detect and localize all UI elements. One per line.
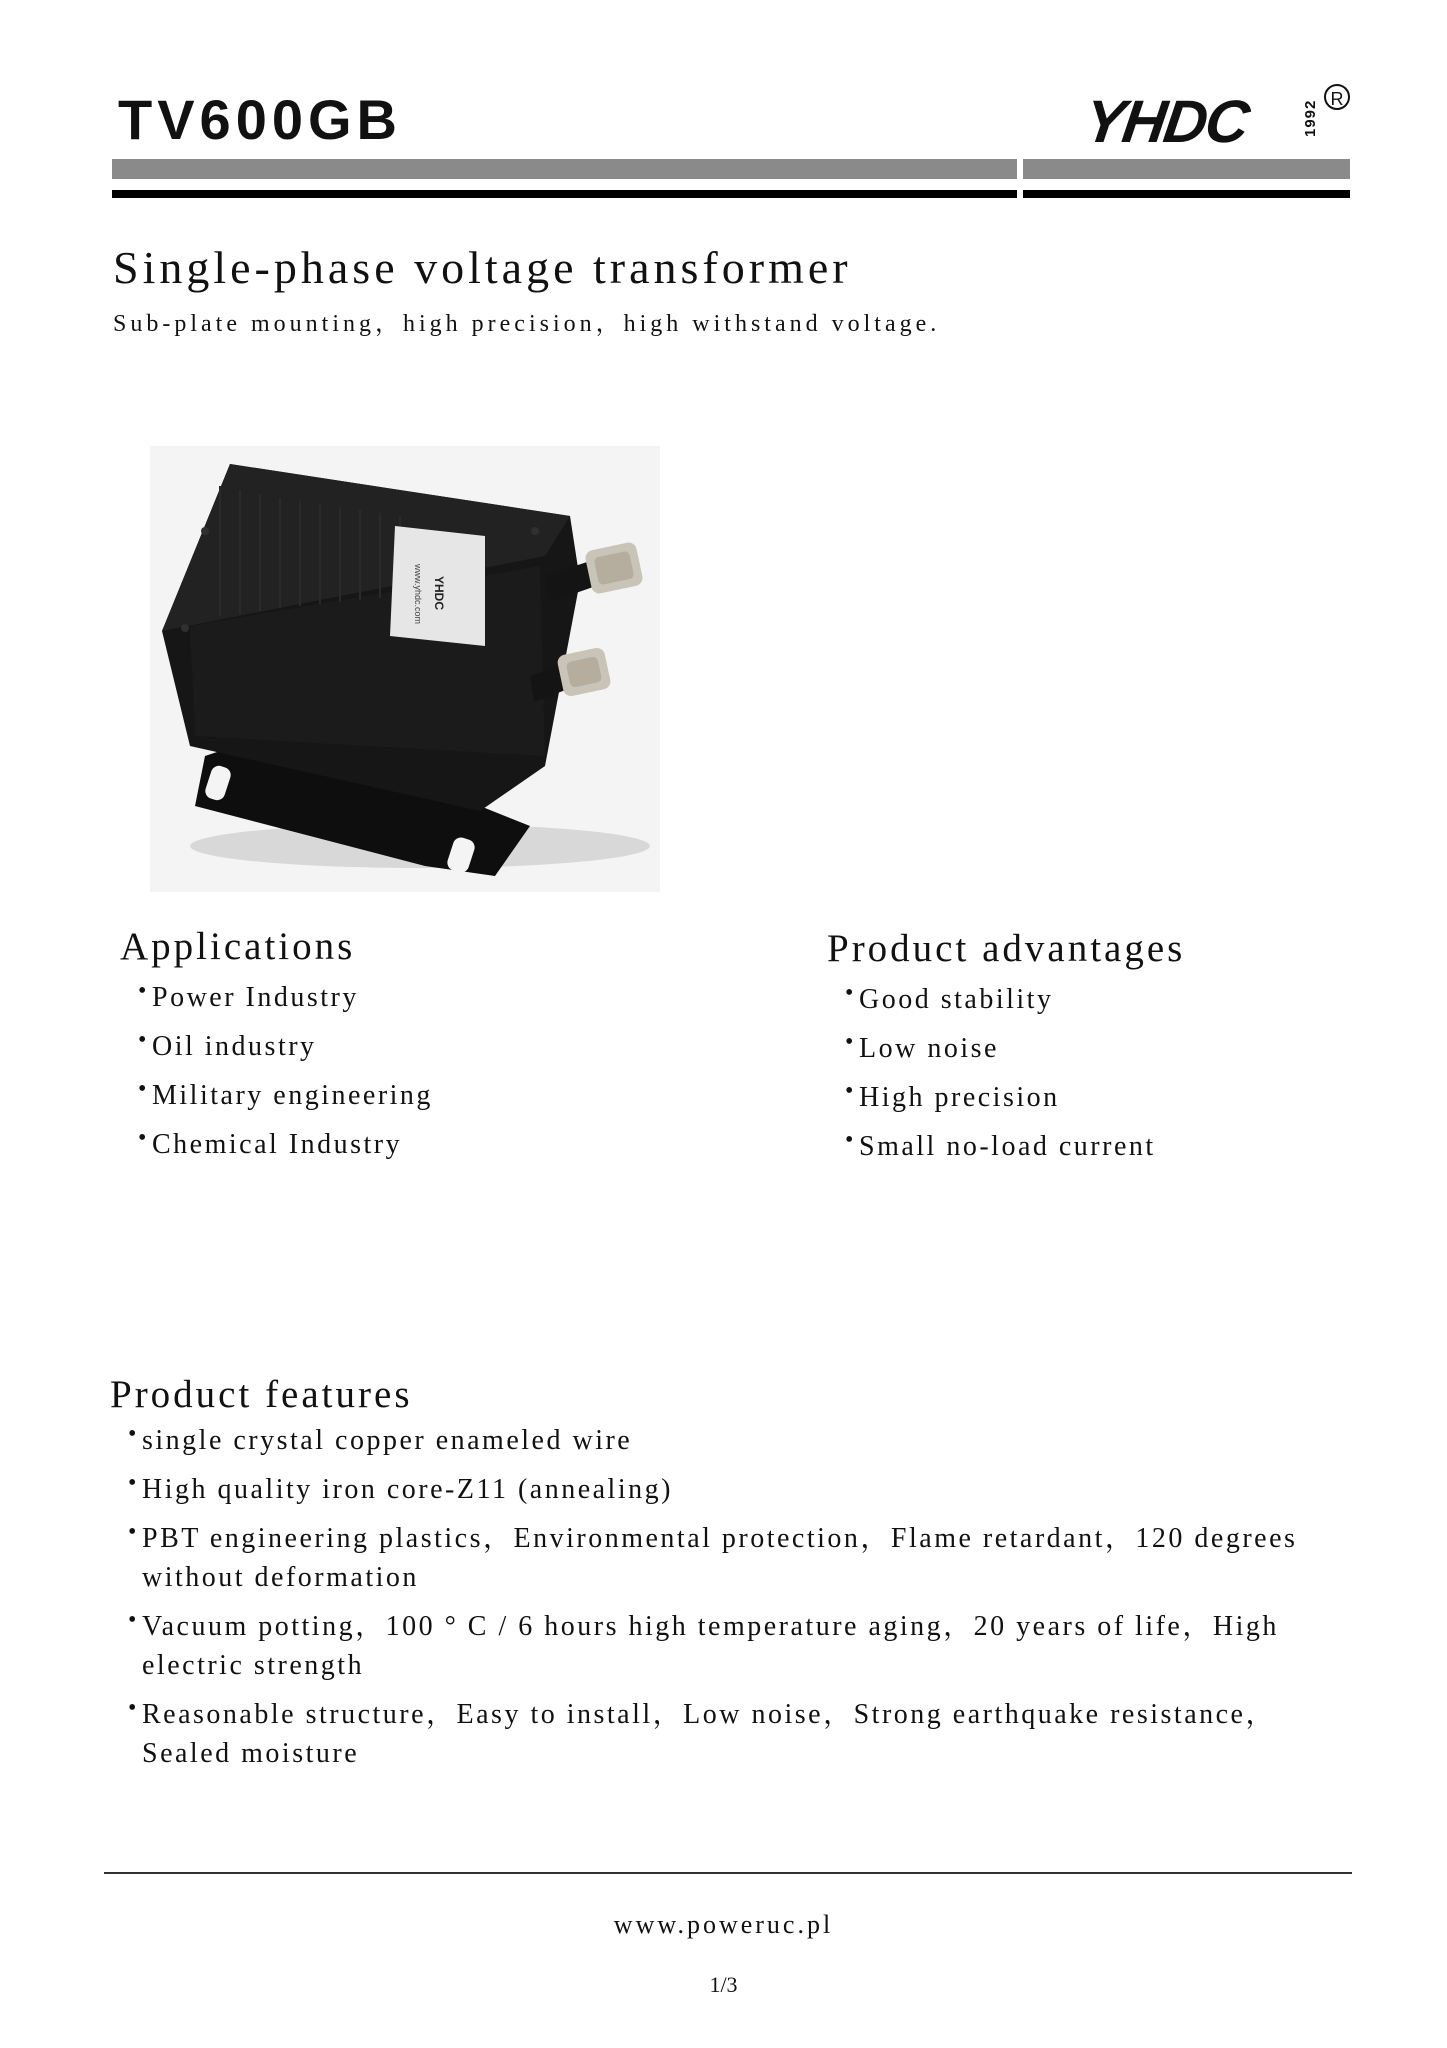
list-item: • Small no-load current: [845, 1122, 1185, 1171]
header-bar-gray-left: [112, 159, 1017, 179]
list-item: • PBT engineering plastics，Environmental protection，Flame retardant，120 degrees without deformation: [128, 1519, 1350, 1597]
header-bar-black-right: [1023, 190, 1350, 198]
page-title: Single-phase voltage transformer: [113, 242, 852, 293]
list-item: • High precision: [845, 1073, 1185, 1122]
product-photo: [150, 446, 660, 892]
photo-label-url: www.yhdc.com: [413, 564, 423, 625]
list-item: • Military engineering: [138, 1071, 433, 1120]
list-item: • Vacuum potting，100 ° C / 6 hours high temperature aging，20 years of life，High electric strength: [128, 1607, 1350, 1685]
advantages-list: [845, 975, 1185, 1171]
applications-section: [120, 924, 433, 1169]
header-bar-black-left: [112, 190, 1017, 198]
features-heading: Product features: [110, 1373, 413, 1416]
footer-url[interactable]: www.poweruc.pl: [613, 1910, 834, 1939]
list-item: • Oil industry: [138, 1022, 433, 1071]
features-section: [110, 1372, 1350, 1783]
footer-divider: [104, 1872, 1352, 1874]
brand-logo-year: 1992: [1302, 99, 1319, 137]
list-item: • Low noise: [845, 1024, 1185, 1073]
registered-mark-icon: R: [1324, 84, 1350, 110]
brand-logo: YHDC: [1080, 88, 1252, 155]
list-item: • Good stability: [845, 975, 1185, 1024]
photo-label-brand: YHDC: [432, 576, 446, 611]
list-item: • Power Industry: [138, 973, 433, 1022]
model-title: TV600GB: [118, 88, 402, 151]
applications-list: [138, 973, 433, 1169]
list-item: • single crystal copper enameled wire: [128, 1421, 1350, 1460]
list-item: • Chemical Industry: [138, 1120, 433, 1169]
page-number: 1/3: [709, 1972, 738, 1997]
list-item: • High quality iron core-Z11 (annealing): [128, 1470, 1350, 1509]
advantages-section: [827, 926, 1185, 1171]
applications-heading: Applications: [120, 925, 356, 968]
features-list: [128, 1421, 1350, 1773]
list-item: • Reasonable structure，Easy to install，Low noise，Strong earthquake resistance，Sealed moisture: [128, 1695, 1350, 1773]
advantages-heading: Product advantages: [827, 927, 1186, 970]
page-subtitle: Sub-plate mounting，high precision，high withstand voltage.: [113, 311, 941, 337]
header-bar-gray-right: [1023, 159, 1350, 179]
